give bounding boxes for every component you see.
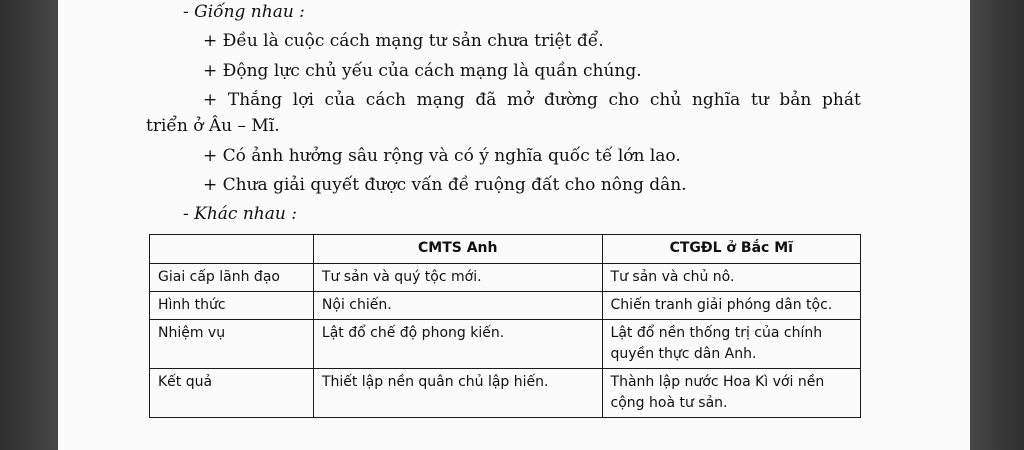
table-row	[150, 369, 861, 418]
similar-item-3-continued: triển ở Âu – Mĩ.	[146, 116, 280, 136]
table-header-cell: CTGĐL ở Bắc Mĩ	[602, 235, 860, 264]
table-cell: Thiết lập nền quân chủ lập hiến.	[313, 369, 602, 418]
table-cell: Giai cấp lãnh đạo	[150, 264, 314, 292]
word: lợi	[292, 90, 314, 110]
comparison-table	[149, 234, 861, 418]
table-cell: Hình thức	[150, 292, 314, 320]
table-cell: Nội chiến.	[313, 292, 602, 320]
table-header-row	[150, 235, 861, 264]
table-header-cell: CMTS Anh	[313, 235, 602, 264]
viewer-left-border	[0, 0, 58, 450]
similar-item-3	[203, 90, 861, 110]
word: cách	[365, 90, 406, 110]
different-heading: - Khác nhau :	[183, 204, 297, 224]
word: +	[203, 90, 218, 110]
table-cell: Lật đổ nền thống trị của chính quyền thực dân Anh.	[602, 320, 860, 369]
table-header-cell	[150, 235, 314, 264]
word: mạng	[416, 90, 465, 110]
word: cho	[608, 90, 640, 110]
word: chủ	[649, 90, 682, 110]
table-row	[150, 292, 861, 320]
similar-item-5: + Chưa giải quyết được vấn đề ruộng đất cho nông dân.	[203, 175, 687, 195]
similar-item-4: + Có ảnh hưởng sâu rộng và có ý nghĩa quốc tế lớn lao.	[203, 146, 681, 166]
similar-item-2: + Động lực chủ yếu của cách mạng là quần chúng.	[203, 61, 642, 81]
table-row	[150, 320, 861, 369]
word: của	[324, 90, 356, 110]
word: tư	[750, 90, 769, 110]
word: nghĩa	[691, 90, 741, 110]
table-cell: Thành lập nước Hoa Kì với nền cộng hoà tư sản.	[602, 369, 860, 418]
word: đã	[475, 90, 497, 110]
similar-heading: - Giống nhau :	[183, 2, 305, 22]
table-cell: Nhiệm vụ	[150, 320, 314, 369]
word: Thắng	[227, 90, 283, 110]
viewer-right-border	[970, 0, 1024, 450]
table-row	[150, 264, 861, 292]
word: bản	[779, 90, 812, 110]
similar-item-1: + Đều là cuộc cách mạng tư sản chưa triệt để.	[203, 31, 604, 51]
word: đường	[543, 90, 598, 110]
document-content	[58, 0, 970, 450]
word: mở	[506, 90, 534, 110]
table-cell: Chiến tranh giải phóng dân tộc.	[602, 292, 860, 320]
table-cell: Tư sản và quý tộc mới.	[313, 264, 602, 292]
table-cell: Kết quả	[150, 369, 314, 418]
table-cell: Tư sản và chủ nô.	[602, 264, 860, 292]
table-cell: Lật đổ chế độ phong kiến.	[313, 320, 602, 369]
word: phát	[821, 90, 861, 110]
